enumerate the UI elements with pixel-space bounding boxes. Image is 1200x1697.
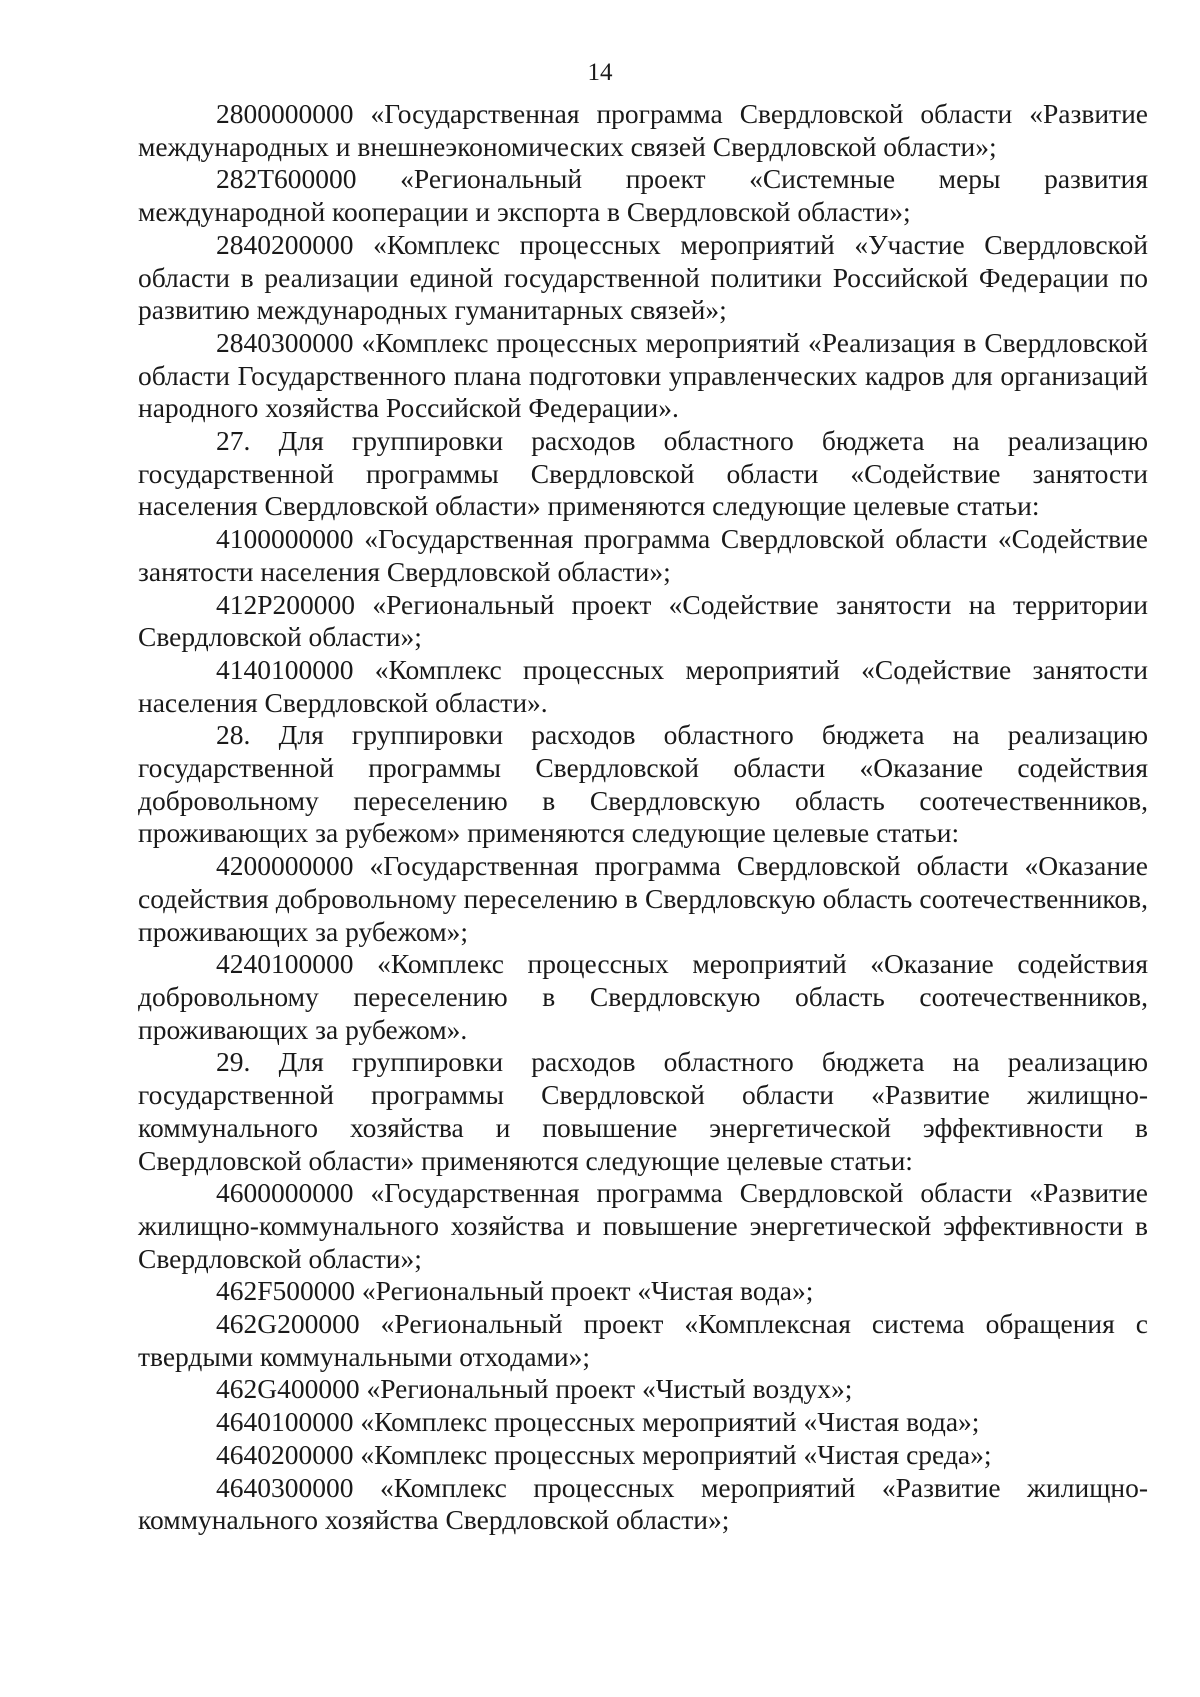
paragraph-text: «Государственная программа Свердловской области «Развитие жилищно-коммунального хозяйства и повышение энергетической эффективности в Свердловской области»; bbox=[138, 1177, 1148, 1274]
paragraph-text: Для группировки расходов областного бюджета на реализацию государственной программы Свердловской области «Содействие занятости населения Свердловской области» применяются следующие целевые статьи: bbox=[138, 425, 1149, 522]
paragraph-code: 462F500000 bbox=[216, 1275, 356, 1307]
paragraph-text: «Региональный проект «Содействие занятости на территории Свердловской области»; bbox=[138, 588, 1148, 653]
paragraph-code: 4640300000 bbox=[216, 1471, 354, 1503]
paragraph bbox=[138, 719, 1148, 850]
paragraph bbox=[138, 1406, 1148, 1439]
paragraph-text: «Комплекс процессных мероприятий «Реализация в Свердловской области Государственного плана подготовки управленческих кадров для организаций народного хозяйства Российской Федерации». bbox=[138, 326, 1149, 424]
paragraph-text: «Комплекс процессных мероприятий «Чистая среда»; bbox=[360, 1438, 992, 1470]
paragraph bbox=[138, 1308, 1148, 1373]
paragraph-number: 27. bbox=[216, 425, 251, 457]
paragraph bbox=[138, 1439, 1148, 1472]
document-body bbox=[138, 98, 1148, 1537]
paragraph-code: 282Т600000 bbox=[216, 163, 357, 195]
paragraph-text: Для группировки расходов областного бюджета на реализацию государственной программы Свердловской области «Развитие жилищно-коммунального хозяйства и повышение энергетической эффективности в Свердловской области» применяются следующие целевые статьи: bbox=[138, 1046, 1149, 1176]
paragraph-text: «Региональный проект «Системные меры развития международной кооперации и экспорта в Свердловской области»; bbox=[138, 163, 1149, 228]
paragraph bbox=[138, 229, 1148, 327]
paragraph-code: 462G400000 bbox=[216, 1373, 360, 1405]
paragraph-code: 412Р200000 bbox=[216, 588, 356, 620]
paragraph-text: «Комплекс процессных мероприятий «Развитие жилищно-коммунального хозяйства Свердловской области»; bbox=[138, 1471, 1148, 1536]
paragraph bbox=[138, 98, 1148, 163]
paragraph bbox=[138, 1177, 1148, 1275]
paragraph-code: 4600000000 bbox=[216, 1177, 354, 1209]
paragraph bbox=[138, 523, 1148, 588]
paragraph-code: 2840200000 bbox=[216, 228, 354, 260]
paragraph bbox=[138, 1373, 1148, 1406]
paragraph-code: 2840300000 bbox=[216, 326, 354, 358]
paragraph bbox=[138, 1275, 1148, 1308]
paragraph-text: «Комплекс процессных мероприятий «Участие Свердловской области в реализации единой государственной политики Российской Федерации по развитию международных гуманитарных связей»; bbox=[138, 228, 1148, 326]
paragraph bbox=[138, 654, 1148, 719]
paragraph-text: Для группировки расходов областного бюджета на реализацию государственной программы Свердловской области «Оказание содействия добровольному переселению в Свердловскую область соотечественников, проживающих за рубежом» применяются следующие целевые статьи: bbox=[138, 719, 1149, 849]
paragraph-code: 2800000000 bbox=[216, 98, 354, 129]
paragraph-text: «Региональный проект «Чистый воздух»; bbox=[366, 1373, 853, 1405]
paragraph bbox=[138, 1472, 1148, 1537]
paragraph-code: 4200000000 bbox=[216, 850, 354, 882]
paragraph-text: «Региональный проект «Комплексная система обращения с твердыми коммунальными отходами»; bbox=[138, 1308, 1149, 1372]
paragraph-code: 462G200000 bbox=[216, 1308, 360, 1340]
paragraph bbox=[138, 850, 1148, 948]
paragraph-code: 4640100000 bbox=[216, 1406, 354, 1438]
paragraph-code: 4100000000 bbox=[216, 523, 354, 555]
paragraph-text: «Комплекс процессных мероприятий «Содействие занятости населения Свердловской области». bbox=[138, 653, 1148, 718]
paragraph-text: «Государственная программа Свердловской области «Оказание содействия добровольному переселению в Свердловскую область соотечественников, проживающих за рубежом»; bbox=[138, 850, 1149, 947]
paragraph bbox=[138, 589, 1148, 654]
paragraph bbox=[138, 163, 1148, 228]
paragraph bbox=[138, 327, 1148, 425]
page-number: 14 bbox=[587, 59, 613, 86]
paragraph-code: 4240100000 bbox=[216, 948, 354, 980]
paragraph bbox=[138, 948, 1148, 1046]
paragraph-text: «Комплекс процессных мероприятий «Оказание содействия добровольному переселению в Свердловскую область соотечественников, проживающих за рубежом». bbox=[138, 948, 1149, 1045]
paragraph-text: «Региональный проект «Чистая вода»; bbox=[361, 1275, 814, 1307]
paragraph bbox=[138, 1046, 1148, 1177]
paragraph-number: 28. bbox=[216, 719, 251, 751]
paragraph-code: 4140100000 bbox=[216, 653, 354, 685]
paragraph-text: «Государственная программа Свердловской области «Содействие занятости населения Свердловской области»; bbox=[138, 523, 1148, 587]
paragraph-code: 4640200000 bbox=[216, 1438, 354, 1470]
paragraph-number: 29. bbox=[216, 1046, 251, 1078]
paragraph bbox=[138, 425, 1148, 523]
paragraph-text: «Государственная программа Свердловской области «Развитие международных и внешнеэкономических связей Свердловской области»; bbox=[138, 98, 1148, 162]
paragraph-text: «Комплекс процессных мероприятий «Чистая вода»; bbox=[360, 1406, 980, 1438]
